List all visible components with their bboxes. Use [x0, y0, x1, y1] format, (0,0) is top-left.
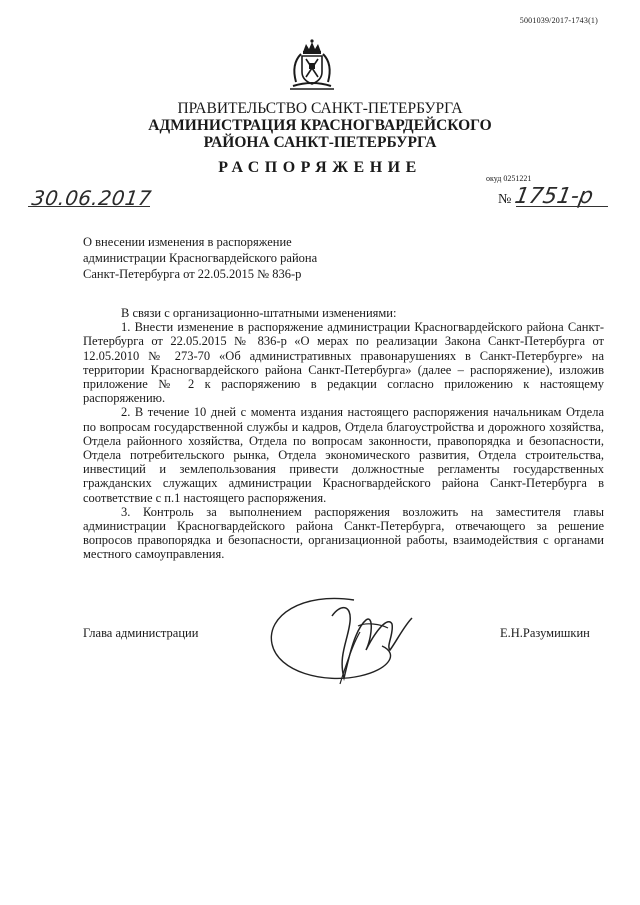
body-paragraph-3: 3. Контроль за выполнением распоряжения возложить на заместителя главы администрации Красногвардейского района Санкт-Петербурга, отвечающего за решение вопросов правопорядка и безопасности, организационной работы, взаимодействия с органами местного самоуправления.: [83, 504, 604, 562]
subject-line: Санкт-Петербурга от 22.05.2015 № 836-р: [83, 267, 302, 281]
coat-of-arms-emblem: [287, 38, 337, 92]
document-code: 5001039/2017-1743(1): [519, 16, 598, 25]
document-body: [83, 306, 604, 562]
subject-line: администрации Красногвардейского района: [83, 251, 318, 265]
body-intro: В связи с организационно-штатными изменениями:: [121, 306, 397, 320]
handwritten-number: 1751-р: [512, 184, 596, 209]
document-type-title: РАСПОРЯЖЕНИЕ: [218, 159, 422, 176]
handwritten-signature: [262, 586, 442, 690]
signer-role: Глава администрации: [83, 626, 199, 640]
number-underline: [516, 206, 608, 207]
number-label: №: [498, 192, 512, 207]
subject-line: О внесении изменения в распоряжение: [83, 235, 292, 249]
administration-title-line2: РАЙОНА САНКТ-ПЕТЕРБУРГА: [203, 134, 437, 151]
government-title: ПРАВИТЕЛЬСТВО САНКТ-ПЕТЕРБУРГА: [177, 100, 463, 117]
handwritten-date: 30.06.2017: [30, 186, 154, 210]
date-underline: [28, 206, 150, 207]
body-paragraph-1: 1. Внести изменение в распоряжение администрации Красногвардейского района Санкт-Петербурга от 22.05.2015 № 836-р «О мерах по реализации Закона Санкт-Петербурга от 12.05.2010 № 273-70 «Об административных правонарушениях в Санкт-Петербурге» на территории Красногвардейского района Санкт-Петербурга» (далее – распоряжение), изложив приложение № 2 к распоряжению в редакции согласно приложению к настоящему распоряжению.: [83, 320, 604, 406]
signer-name: Е.Н.Разумишкин: [500, 626, 590, 640]
document-subject: [83, 234, 373, 282]
body-paragraph-2: 2. В течение 10 дней с момента издания настоящего распоряжения начальникам Отдела по вопросам государственной службы и кадров, Отдела благоустройства и дорожного хозяйства, Отдела районного хозяйства, Отдела по вопросам законности, правопорядка и безопасности, Отдела потребительского рынка, Отдела экономического развития, Отдела строительства, инвестиций и землепользования привести должностные регламенты государственных гражданских служащих администрации Красногвардейского района Санкт-Петербурга в соответствие с п.1 настоящего распоряжения.: [83, 405, 604, 505]
okud-code: окуд 0251221: [486, 174, 532, 183]
administration-title-line1: АДМИНИСТРАЦИЯ КРАСНОГВАРДЕЙСКОГО: [148, 117, 492, 134]
